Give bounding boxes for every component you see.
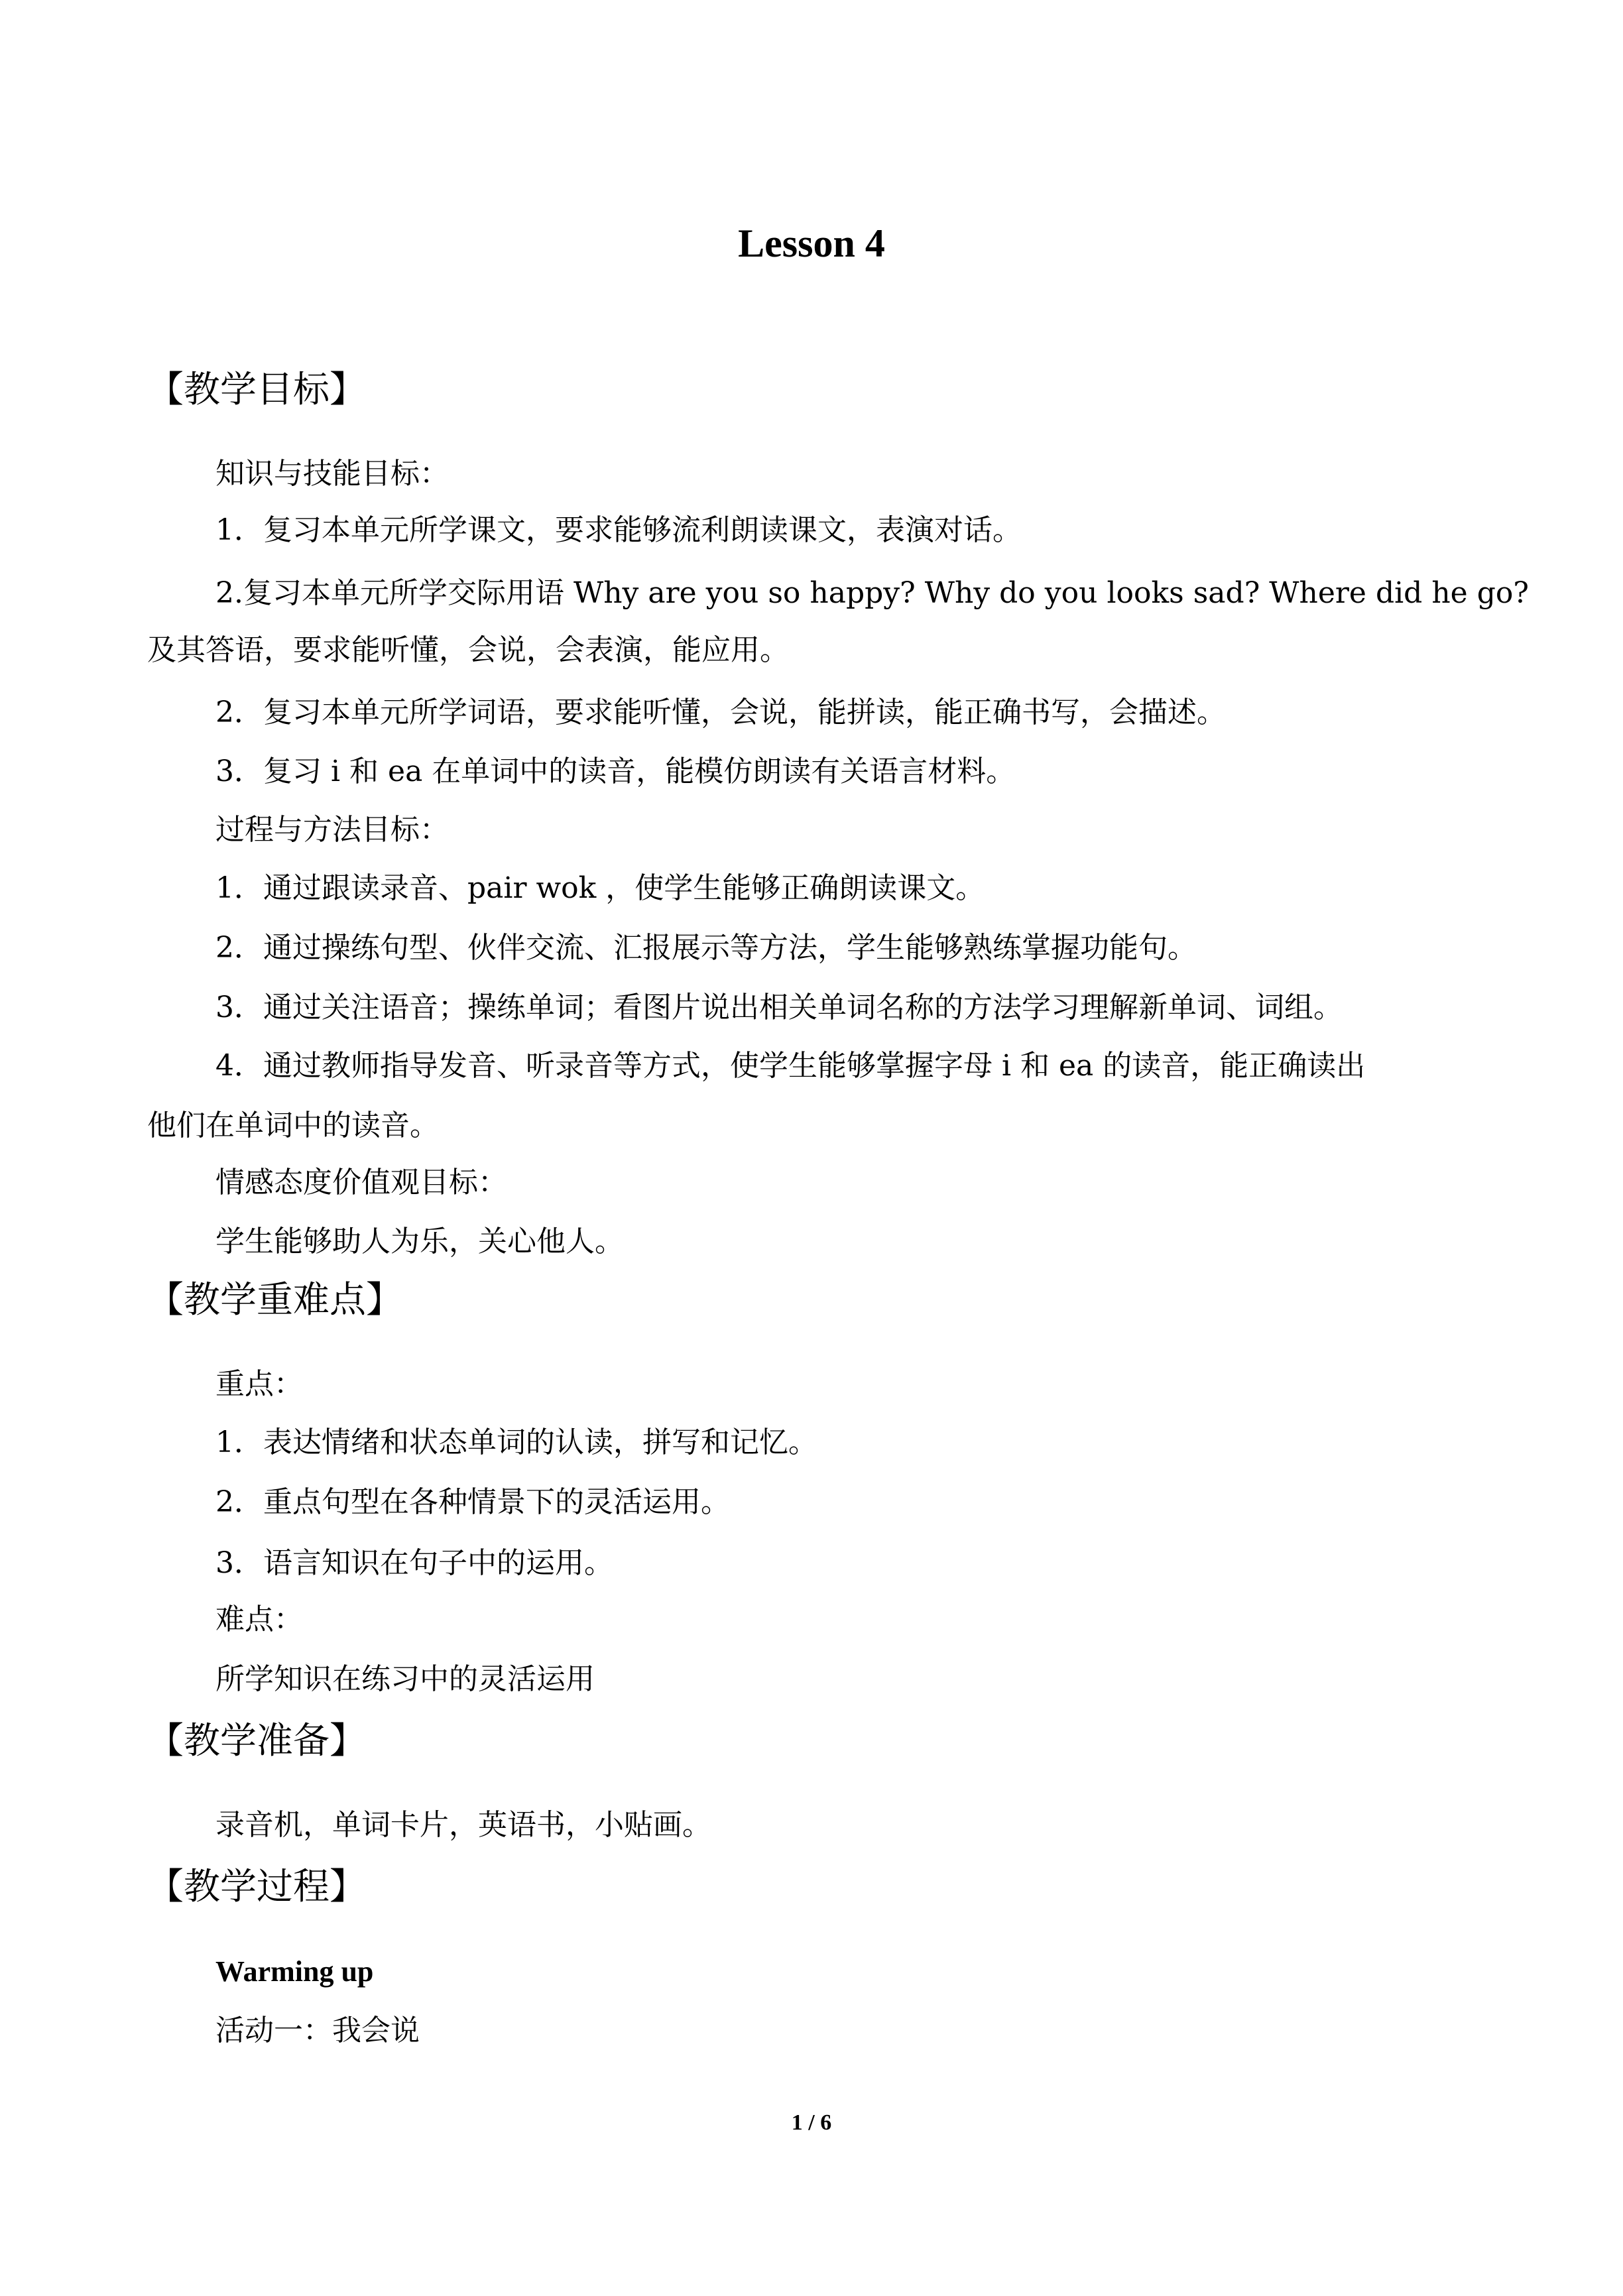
difficulty-label: 难点： [215,1602,303,1636]
activity-1: 活动一：我会说 [215,2014,420,2047]
section-heading-objectives: 【教学目标】 [147,368,367,410]
process-item-4-line-1: 4．通过教师指导发音、听录音等方式，使学生能够掌握字母 i 和 ea 的读音，能正确读出 [215,1049,1366,1083]
difficulty-item-1: 所学知识在练习中的灵活运用 [215,1662,595,1696]
section-heading-preparation: 【教学准备】 [147,1719,367,1762]
focus-item-2: 2．重点句型在各种情景下的灵活运用。 [215,1485,730,1519]
lesson-title: Lesson 4 [738,221,885,265]
process-item-3: 3．通过关注语音；操练单词；看图片说出相关单词名称的方法学习理解新单词、词组。 [215,991,1343,1024]
knowledge-item-2-line-1: 2.复习本单元所学交际用语 Why are you so happy? Why do you looks sad? Where did he go? [215,576,1529,610]
knowledge-item-2-line-2: 及其答语，要求能听懂，会说，会表演，能应用。 [147,633,789,667]
warming-up-subheading: Warming up [215,1955,374,1988]
knowledge-item-3: 2．复习本单元所学词语，要求能听懂，会说，能拼读，能正确书写，会描述。 [215,695,1226,729]
focus-item-1: 1．表达情绪和状态单词的认读，拼写和记忆。 [215,1425,817,1459]
process-item-4-line-2: 他们在单词中的读音。 [147,1109,439,1142]
process-item-1: 1．通过跟读录音、pair wok ，使学生能够正确朗读课文。 [215,871,985,905]
page-number: 1 / 6 [791,2110,832,2135]
preparation-items: 录音机，单词卡片，英语书，小贴画。 [215,1808,711,1842]
focus-label: 重点： [215,1367,303,1401]
process-method-label: 过程与方法目标： [215,813,449,847]
section-heading-key-points: 【教学重难点】 [147,1278,403,1321]
emotion-item-1: 学生能够助人为乐，关心他人。 [215,1225,624,1258]
knowledge-item-1: 1．复习本单元所学课文，要求能够流利朗读课文，表演对话。 [215,513,1022,547]
emotion-values-label: 情感态度价值观目标： [215,1166,507,1199]
process-item-2: 2．通过操练句型、伙伴交流、汇报展示等方法，学生能够熟练掌握功能句。 [215,931,1197,965]
knowledge-item-4: 3．复习 i 和 ea 在单词中的读音，能模仿朗读有关语言材料。 [215,755,1016,788]
knowledge-skills-label: 知识与技能目标： [215,457,449,491]
focus-item-3: 3．语言知识在句子中的运用。 [215,1546,613,1580]
section-heading-process: 【教学过程】 [147,1865,367,1907]
